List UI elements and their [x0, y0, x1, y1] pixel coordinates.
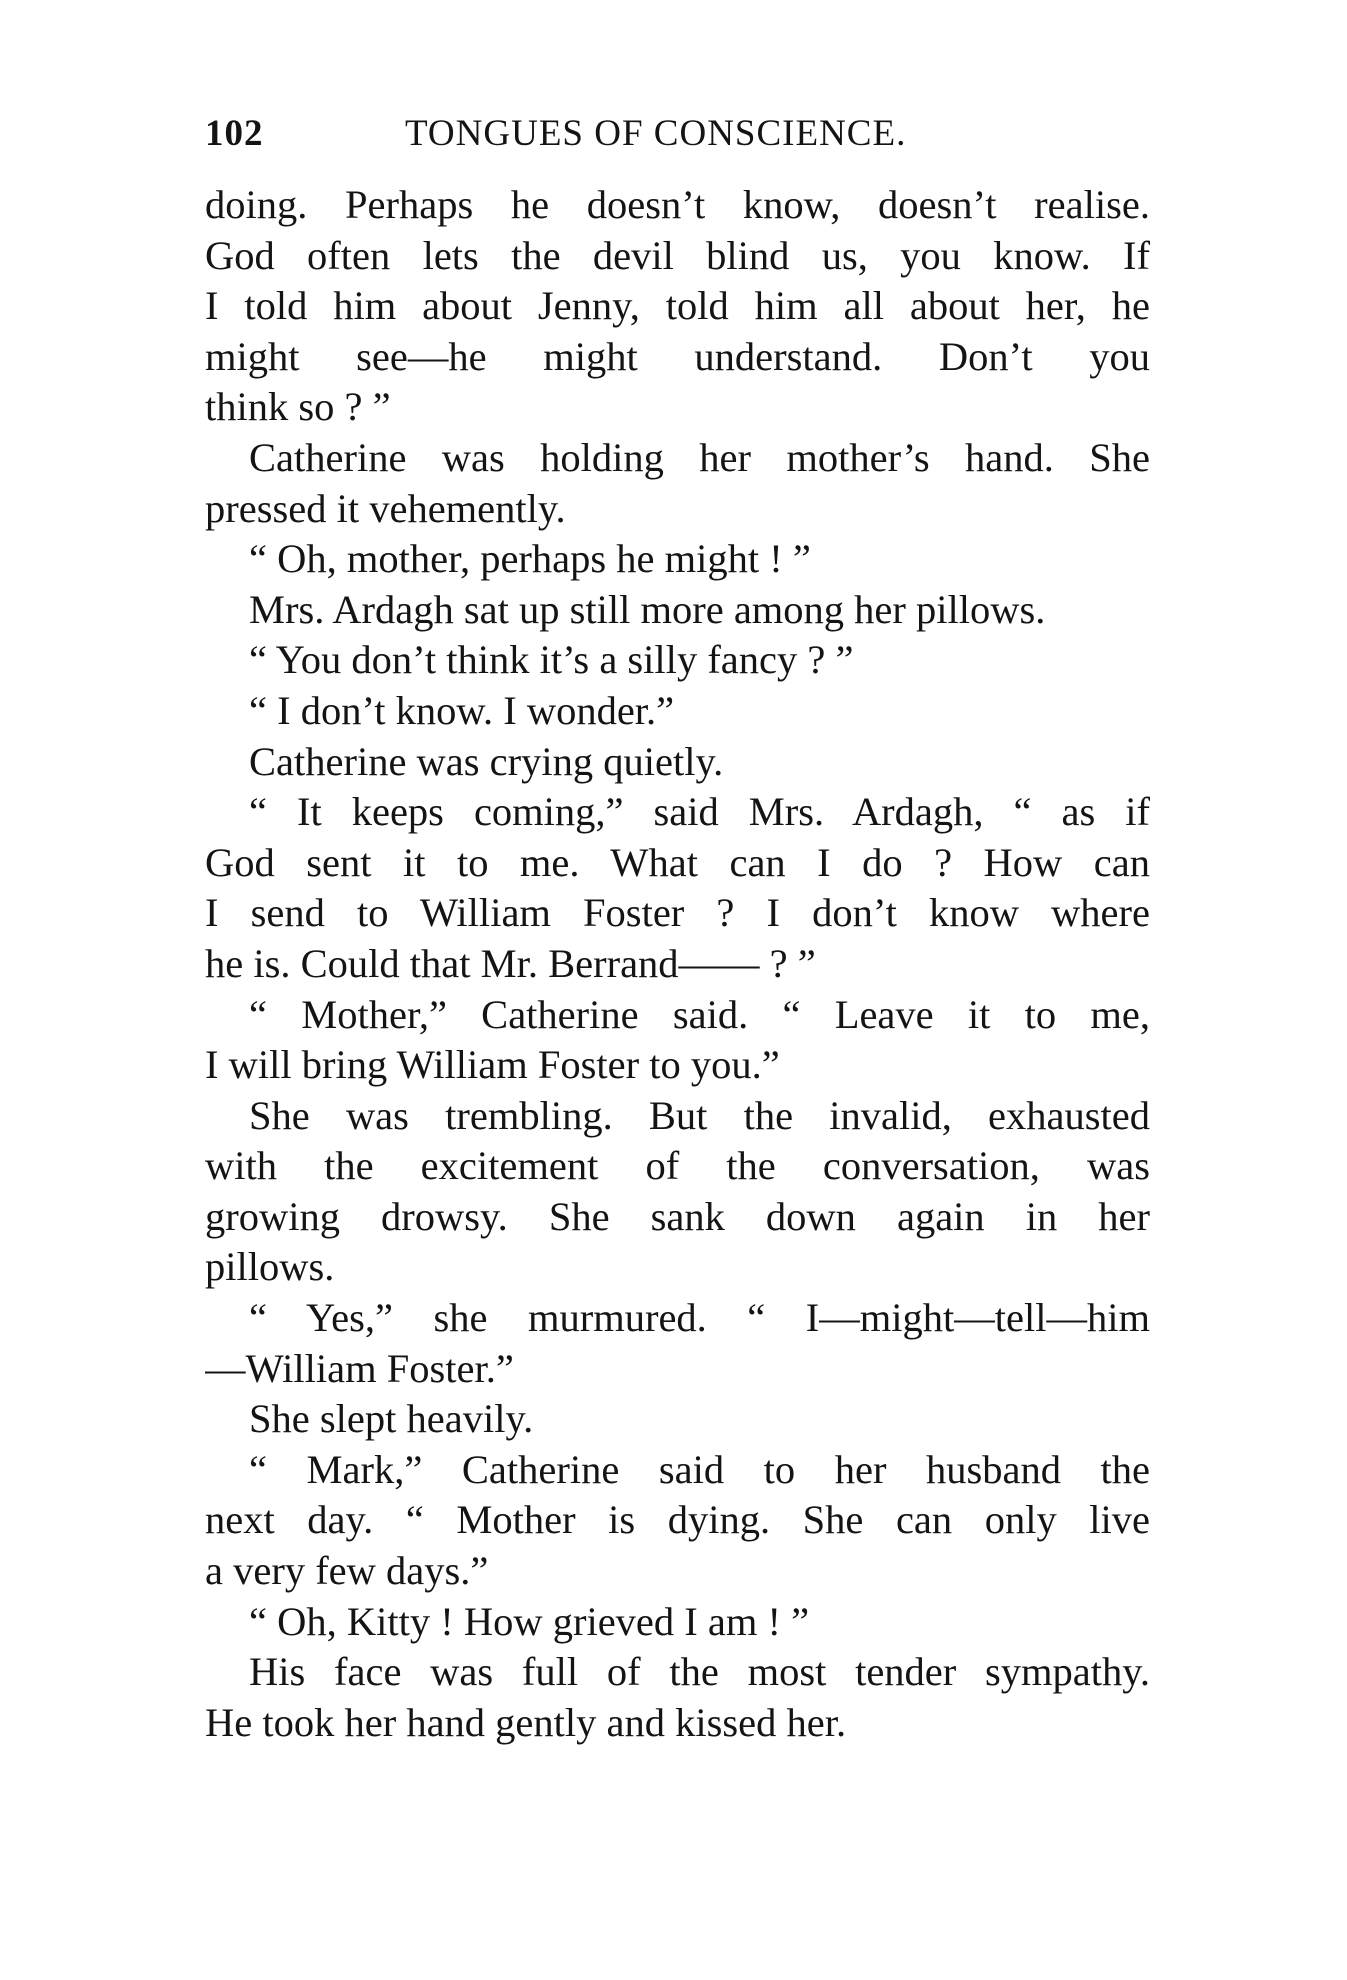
- paragraph: [205, 1445, 1150, 1597]
- text-line: with the excitement of the conversation, was: [205, 1143, 1150, 1189]
- paragraph: [205, 1647, 1150, 1748]
- paragraph: [205, 585, 1150, 636]
- paragraph: [205, 433, 1150, 534]
- text-line: He took her hand gently and kissed her.: [205, 1699, 847, 1745]
- text-line: God sent it to me. What can I do ? How can: [205, 839, 1150, 885]
- text-line: Catherine was crying quietly.: [249, 738, 724, 784]
- paragraph: [205, 686, 1150, 737]
- text-line: “ Mother,” Catherine said. “ Leave it to me,: [249, 991, 1150, 1037]
- text-line: I send to William Foster ? I don’t know where: [205, 890, 1150, 936]
- paragraph: [205, 990, 1150, 1091]
- text-line: I will bring William Foster to you.”: [205, 1042, 780, 1088]
- text-line: think so ? ”: [205, 384, 391, 430]
- paragraph: [205, 534, 1150, 585]
- paragraph: [205, 1394, 1150, 1445]
- text-line: he is. Could that Mr. Berrand—— ? ”: [205, 940, 816, 986]
- text-line: “ Yes,” she murmured. “ I—might—tell—him: [249, 1295, 1150, 1341]
- page-number: 102: [205, 113, 264, 154]
- text-line: doing. Perhaps he doesn’t know, doesn’t realise.: [205, 182, 1150, 227]
- text-line: “ Mark,” Catherine said to her husband the: [249, 1446, 1150, 1492]
- text-line: “ I don’t know. I wonder.”: [249, 687, 675, 733]
- text-line: “ Oh, mother, perhaps he might ! ”: [249, 536, 811, 582]
- text-line: —William Foster.”: [205, 1345, 514, 1391]
- text-line: a very few days.”: [205, 1548, 489, 1594]
- text-line: next day. “ Mother is dying. She can only live: [205, 1497, 1150, 1543]
- paragraph: [205, 180, 1150, 433]
- text-line: “ It keeps coming,” said Mrs. Ardagh, “ as if: [249, 789, 1150, 835]
- text-line: growing drowsy. She sank down again in her: [205, 1193, 1150, 1239]
- running-head: TONGUES OF CONSCIENCE.: [405, 113, 907, 154]
- text-line: She slept heavily.: [249, 1396, 534, 1442]
- text-line: His face was full of the most tender sympathy.: [249, 1649, 1150, 1695]
- text-line: I told him about Jenny, told him all about her, he: [205, 283, 1150, 329]
- paragraph: [205, 1091, 1150, 1293]
- page-header: [205, 112, 1155, 162]
- body-text: [205, 180, 1150, 1748]
- text-line: Catherine was holding her mother’s hand. She: [249, 434, 1150, 480]
- text-line: She was trembling. But the invalid, exhausted: [249, 1092, 1150, 1138]
- paragraph: [205, 1293, 1150, 1394]
- paragraph: [205, 1597, 1150, 1648]
- text-line: might see—he might understand. Don’t you: [205, 333, 1150, 379]
- paragraph: [205, 635, 1150, 686]
- text-line: God often lets the devil blind us, you know. If: [205, 232, 1150, 278]
- text-line: pressed it vehemently.: [205, 485, 566, 531]
- text-line: Mrs. Ardagh sat up still more among her pillows.: [249, 586, 1046, 632]
- text-line: pillows.: [205, 1244, 335, 1290]
- text-line: “ Oh, Kitty ! How grieved I am ! ”: [249, 1598, 810, 1644]
- text-line: “ You don’t think it’s a silly fancy ? ”: [249, 637, 854, 683]
- paragraph: [205, 737, 1150, 788]
- paragraph: [205, 787, 1150, 989]
